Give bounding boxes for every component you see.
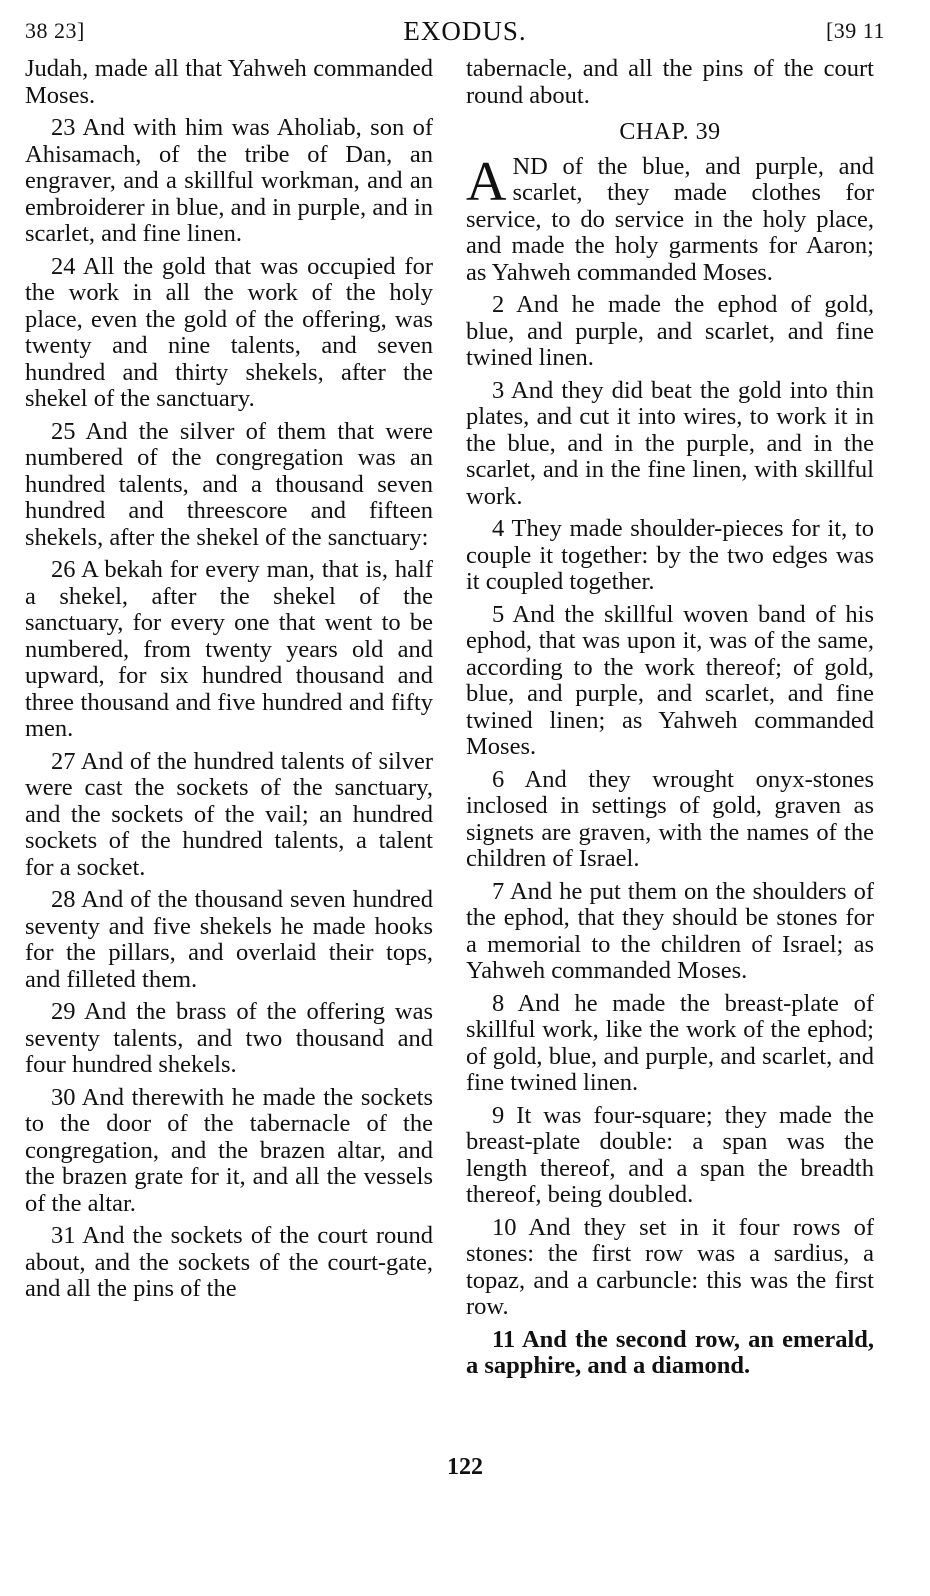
verse-26: 26 A bekah for every man, that is, half a shekel, after the shekel of the sanctuary, for every one that went to be numbered, from twenty years old and upward, for six hundred thousand and three thousand and five hundred and fifty men.: [25, 556, 433, 742]
verse-7: 7 And he put them on the shoulders of the ephod, that they should be stones for a memorial to the children of Israel; as Yahweh commanded Moses.: [466, 877, 874, 984]
verse-5: 5 And the skillful woven band of his ephod, that was upon it, was of the same, according to the work thereof; of gold, blue, and purple, and scarlet, and fine twined linen; as Yahweh commanded Moses.: [466, 600, 874, 760]
verse-29: 29 And the brass of the offering was seventy talents, and two thousand and four hundred shekels.: [25, 998, 433, 1078]
verse-10: 10 And they set in it four rows of stones: the first row was a sardius, a topaz, and a carbuncle: this was the first row.: [466, 1213, 874, 1320]
header-right-reference: [39 11: [825, 18, 885, 43]
right-column: [466, 56, 874, 1386]
running-header: [0, 10, 930, 44]
chapter-heading: CHAP. 39: [619, 119, 721, 145]
left-column: [25, 56, 433, 1309]
verse-2: 2 And he made the ephod of gold, blue, and purple, and scarlet, and fine twined linen.: [466, 291, 874, 371]
verse-31: 31 And the sockets of the court round about, and the sockets of the court-gate, and all the pins of the: [25, 1222, 433, 1302]
verse-27: 27 And of the hundred talents of silver were cast the sockets of the sanctuary, and the sockets of the vail; an hundred sockets of the hundred talents, a talent for a socket.: [25, 747, 433, 881]
verse-continuation: tabernacle, and all the pins of the court round about.: [466, 55, 874, 109]
verse-4: 4 They made shoulder-pieces for it, to couple it together: by the two edges was it coupled together.: [466, 515, 874, 595]
verse-25: 25 And the silver of them that were numbered of the congregation was an hundred talents, and a thousand seven hundred and threescore and fifteen shekels, after the shekel of the sanctuary:: [25, 417, 433, 551]
verse-11: 11 And the second row, an emerald, a sapphire, and a diamond.: [466, 1325, 874, 1379]
drop-cap: A: [466, 150, 507, 213]
verse-6: 6 And they wrought onyx-stones inclosed in settings of gold, graven as signets are graven, with the names of the children of Israel.: [466, 765, 874, 872]
verse-23: 23 And with him was Aholiab, son of Ahisamach, of the tribe of Dan, an engraver, and a skillful workman, and an embroiderer in blue, and in purple, and in scarlet, and fine linen.: [25, 114, 433, 247]
verse-24: 24 All the gold that was occupied for the work in all the work of the holy place, even the gold of the offering, was twenty and nine talents, and seven hundred and thirty shekels, after the shekel of the sanctuary.: [25, 252, 433, 412]
verse-3: 3 And they did beat the gold into thin plates, and cut it into wires, to work it in the blue, and in the purple, and in the scarlet, and in the fine linen, with skillful work.: [466, 376, 874, 510]
verse-30: 30 And therewith he made the sockets to the door of the tabernacle of the congregation, and the brazen altar, and the brazen grate for it, and all the vessels of the altar.: [25, 1083, 433, 1217]
header-left-reference: 38 23]: [25, 18, 85, 43]
verse-1-text: ND of the blue, and purple, and scarlet, they made clothes for service, to do service in the holy place, and made the holy garments for Aaron; as Yahweh commanded Moses.: [466, 152, 874, 286]
verse-9: 9 It was four-square; they made the breast-plate double: a span was the length thereof, and a span the breadth thereof, being doubled.: [466, 1101, 874, 1208]
verse-8: 8 And he made the breast-plate of skillful work, like the work of the ephod; of gold, blue, and purple, and scarlet, and fine twined linen.: [466, 989, 874, 1096]
verse-continuation: Judah, made all that Yahweh commanded Moses.: [25, 55, 433, 109]
page-number: 122: [447, 1454, 483, 1480]
header-book-title: EXODUS.: [403, 16, 527, 46]
verse-1: [466, 150, 874, 287]
verse-28: 28 And of the thousand seven hundred seventy and five shekels he made hooks for the pillars, and overlaid their tops, and filleted them.: [25, 886, 433, 993]
